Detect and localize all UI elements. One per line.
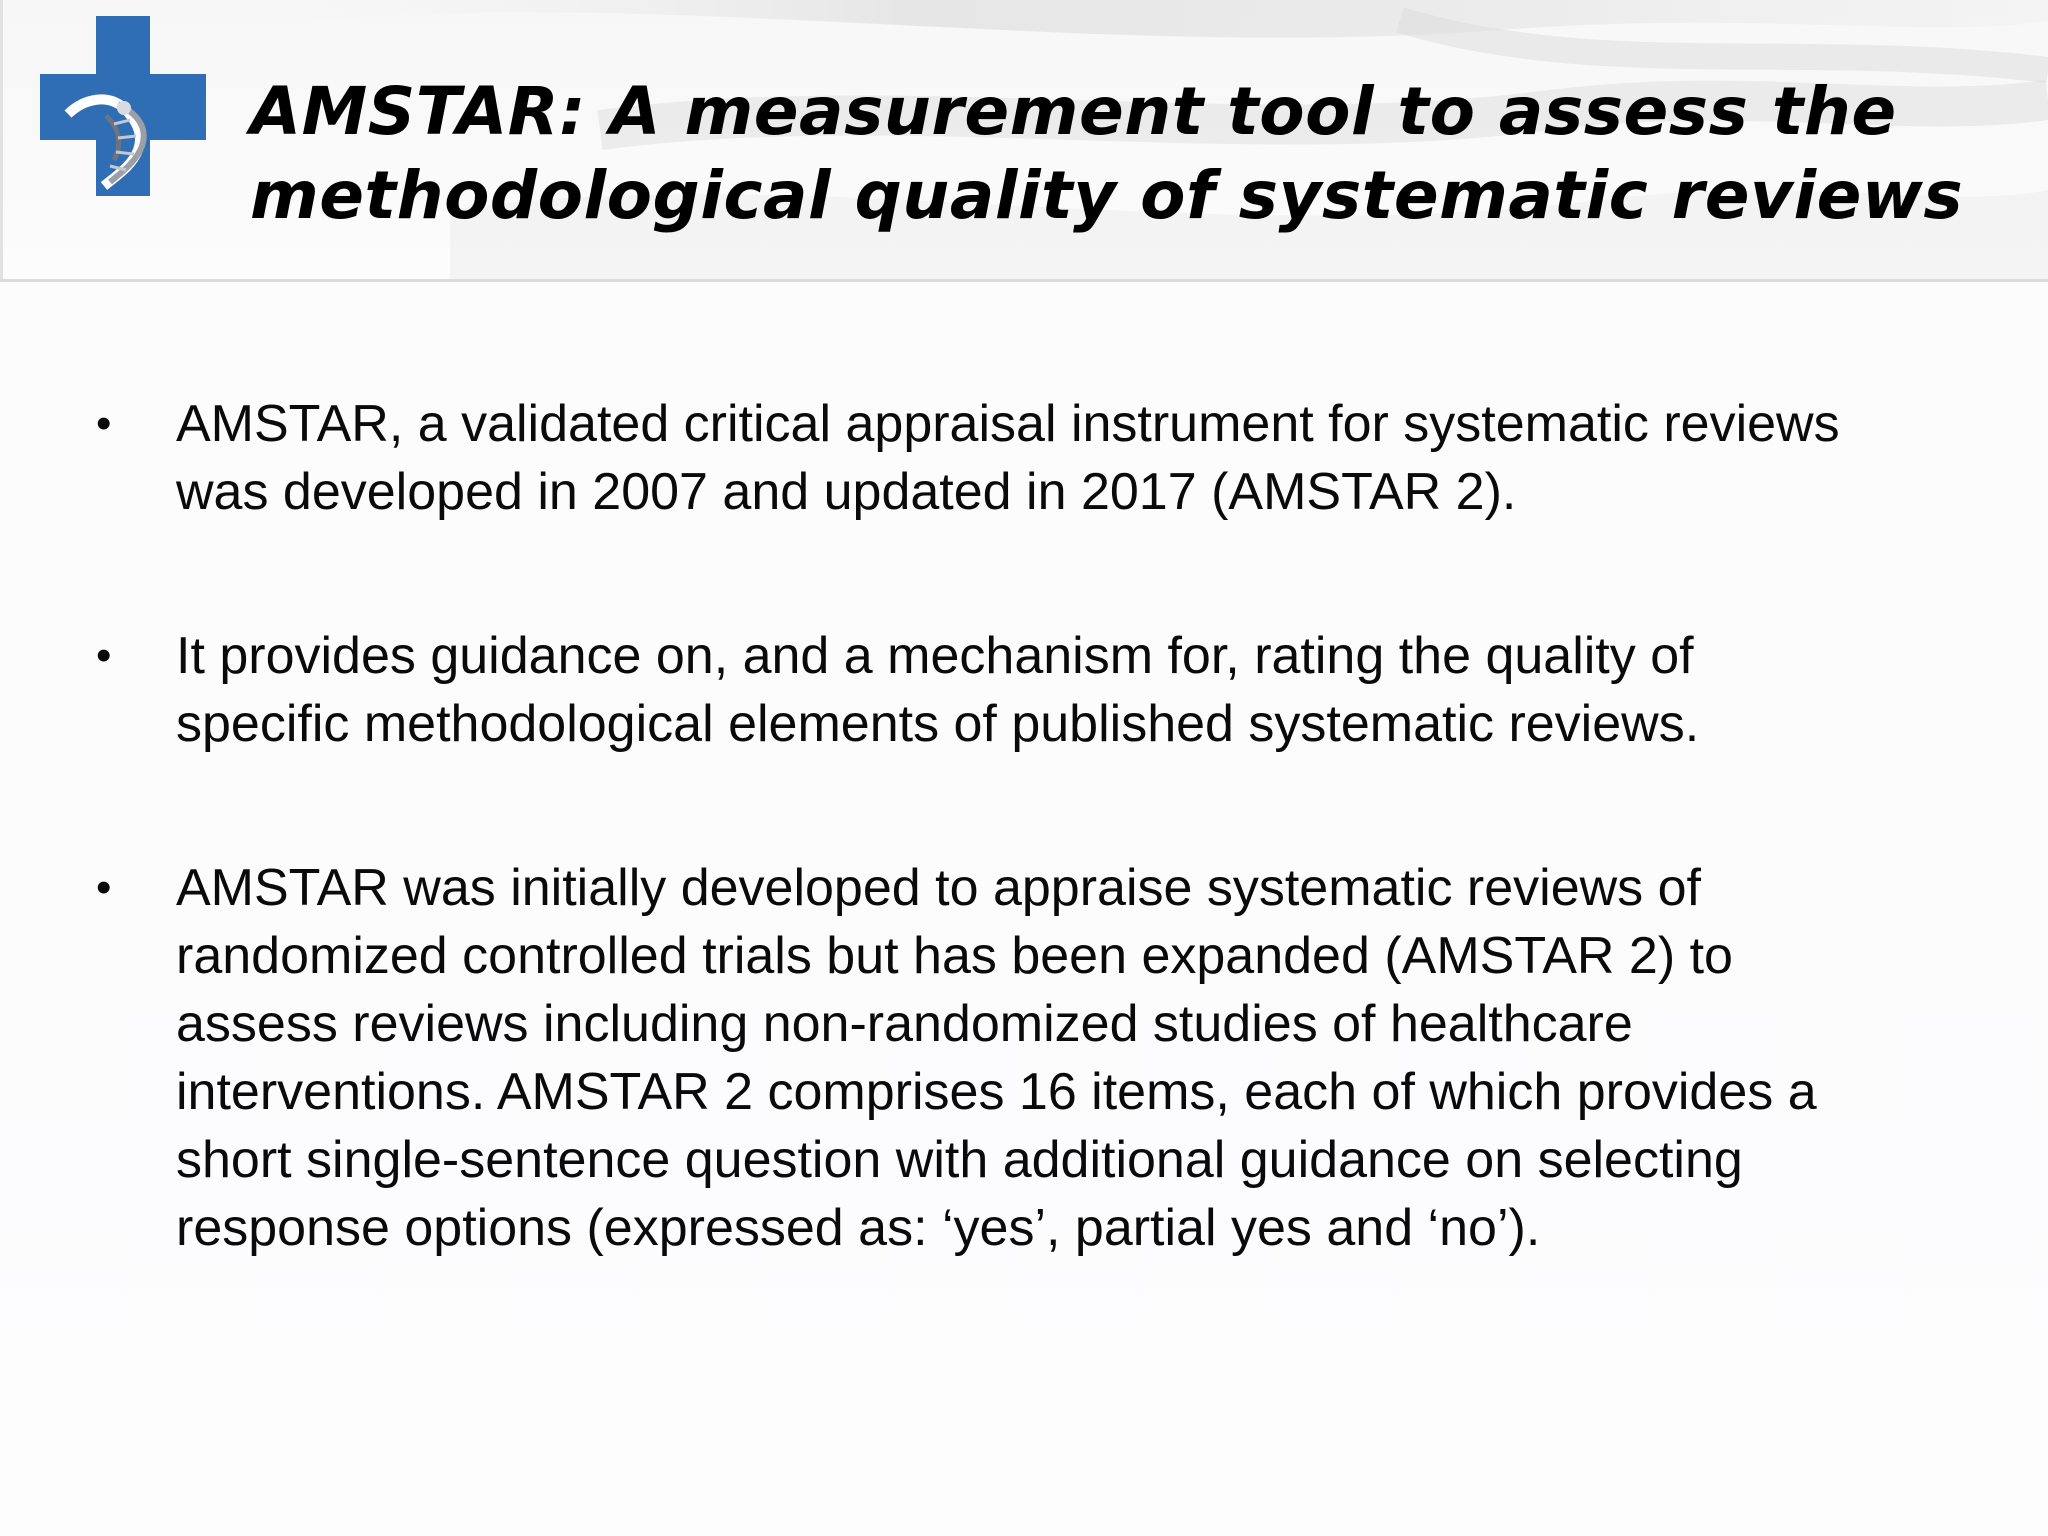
title-line-1: AMSTAR: A measurement tool to assess the [250,73,1897,150]
bullet-marker: • [96,631,112,680]
medical-cross-dna-logo-icon [40,16,206,196]
bullet-list [96,390,2016,1358]
bullet-text-line: response options (expressed as: ‘yes’, partial yes and ‘no’). [176,1199,1541,1257]
bullet-text-line: short single-sentence question with additional guidance on selecting [176,1131,1743,1189]
bullet-text-line: assess reviews including non-randomized studies of healthcare [176,995,1633,1053]
bullet-item [96,854,2016,1262]
bullet-text-line: AMSTAR was initially developed to appraise systematic reviews of [176,859,1701,917]
slide-title [250,70,2010,238]
bullet-text-line: was developed in 2007 and updated in 2017 (AMSTAR 2). [176,463,1517,521]
bullet-text-line: specific methodological elements of published systematic reviews. [176,695,1700,753]
slide-header [0,0,2048,282]
bullet-item [96,390,2016,526]
bullet-text-line: AMSTAR, a validated critical appraisal instrument for systematic reviews [176,395,1840,453]
bullet-item [96,622,2016,758]
bullet-marker: • [96,863,112,912]
bullet-marker: • [96,399,112,448]
header-divider [0,279,2048,282]
title-line-2: methodological quality of systematic reviews [250,157,1964,234]
bullet-text-line: interventions. AMSTAR 2 comprises 16 items, each of which provides a [176,1063,1817,1121]
bullet-text-line: randomized controlled trials but has been expanded (AMSTAR 2) to [176,927,1733,985]
header-left-rule [0,0,3,282]
bullet-text-line: It provides guidance on, and a mechanism for, rating the quality of [176,627,1694,685]
